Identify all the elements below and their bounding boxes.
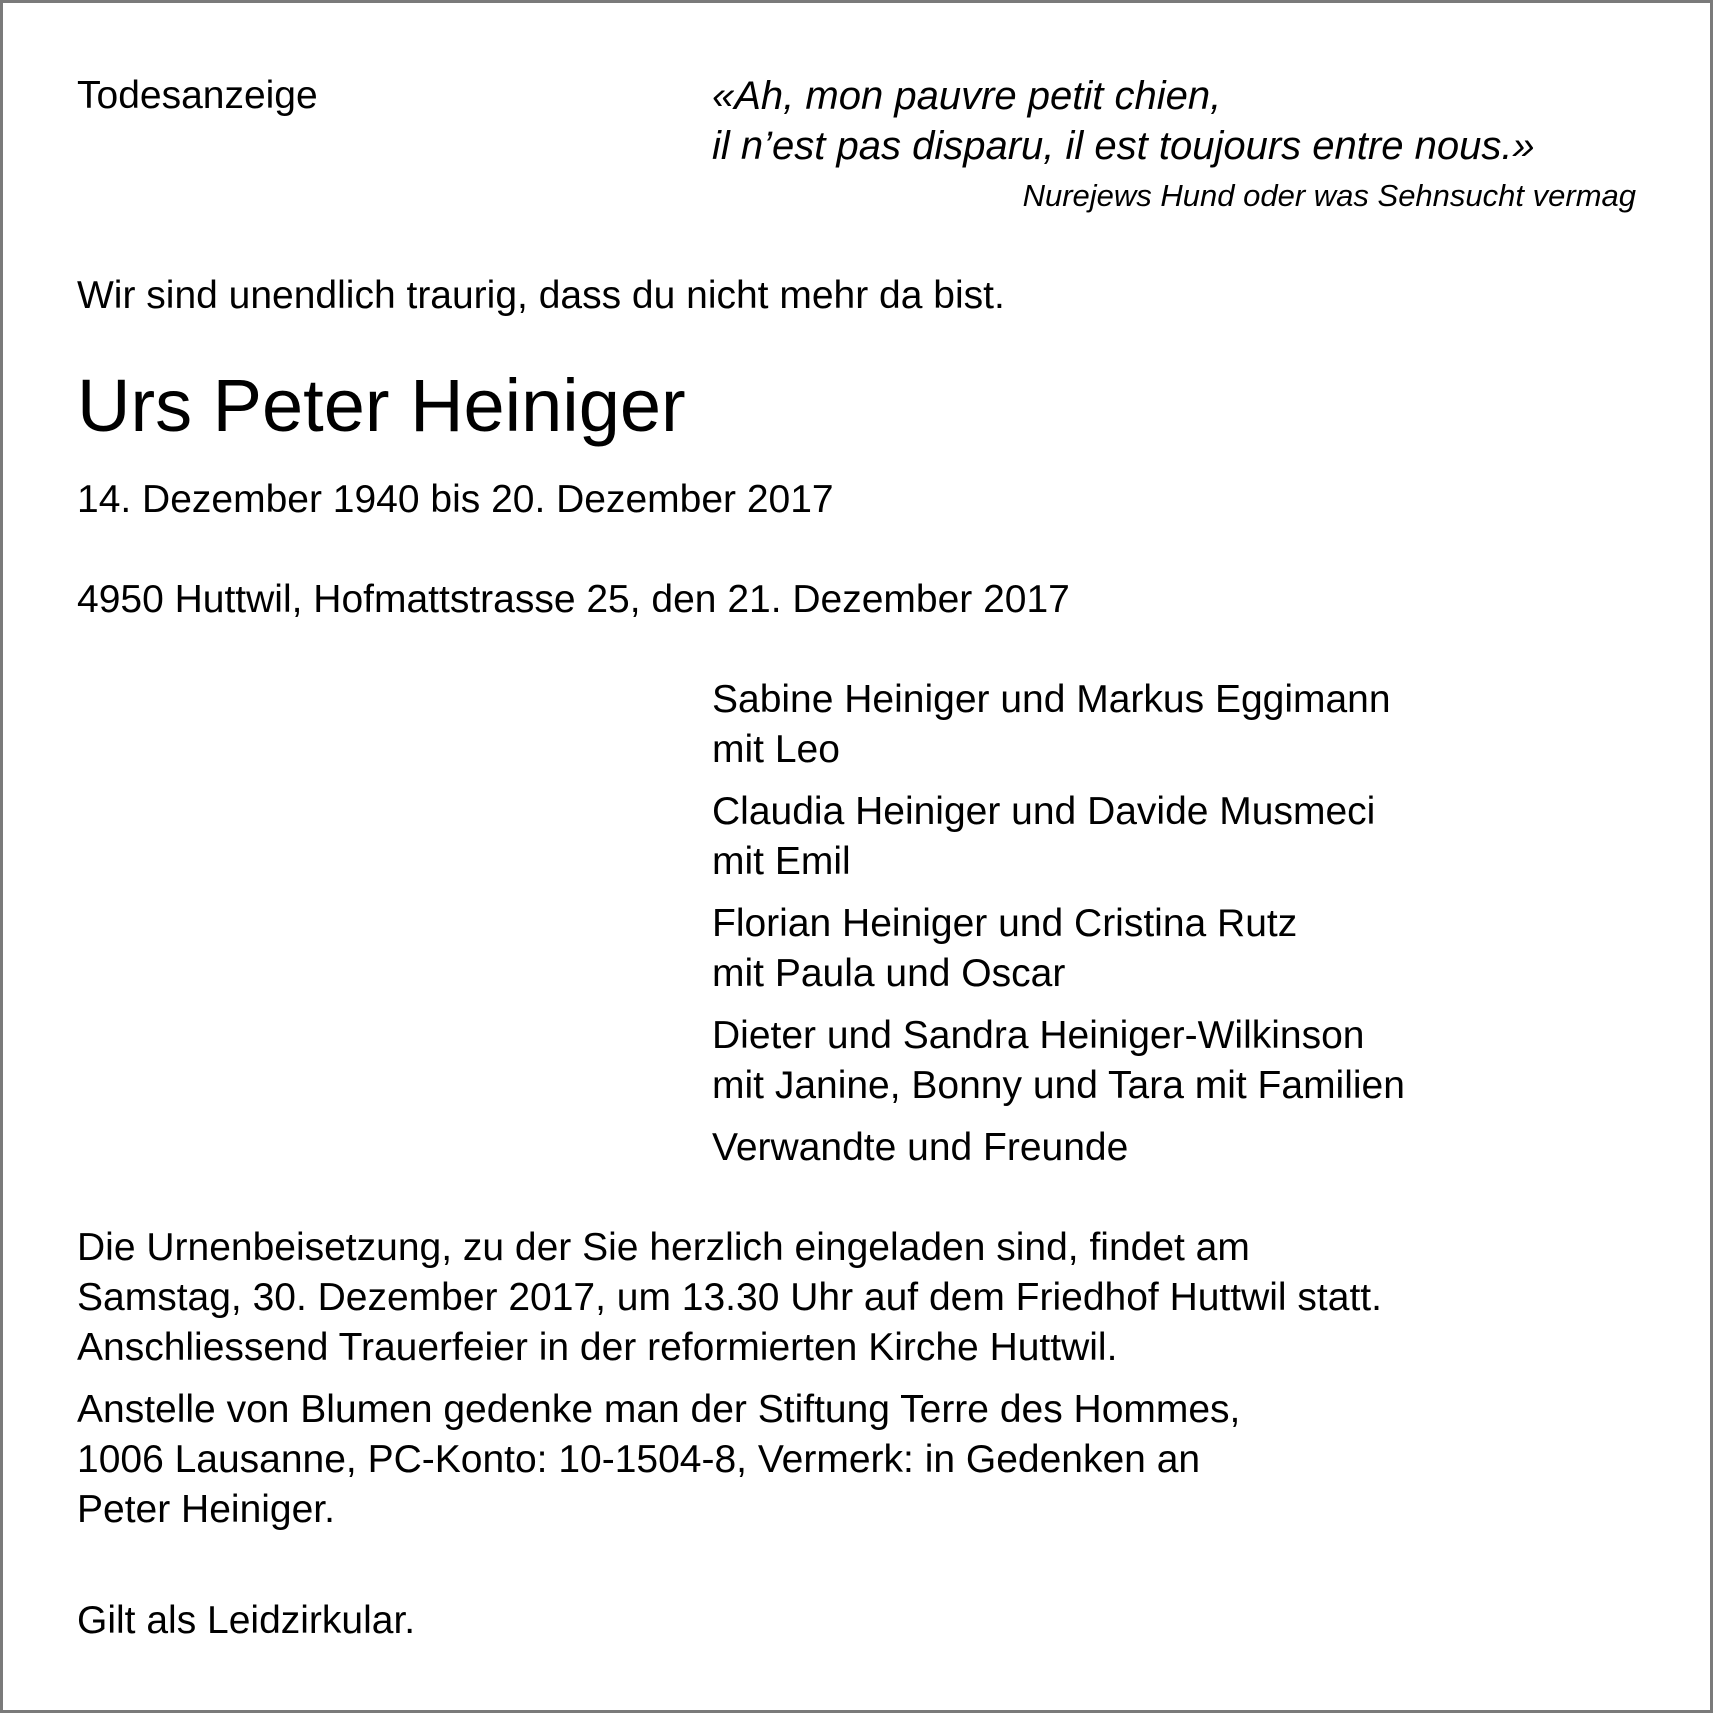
ceremony-line: Samstag, 30. Dezember 2017, um 13.30 Uhr auf dem Friedhof Huttwil statt. — [77, 1276, 1382, 1319]
donation-line: Peter Heiniger. — [77, 1488, 335, 1531]
quote-source: Nurejews Hund oder was Sehnsucht vermag — [1022, 178, 1636, 213]
donation-line: Anstelle von Blumen gedenke man der Stiftung Terre des Hommes, — [77, 1388, 1241, 1431]
mourner-group — [712, 899, 1405, 999]
mourner-line: mit Leo — [712, 728, 840, 771]
life-dates: 14. Dezember 1940 bis 20. Dezember 2017 — [77, 478, 834, 521]
donation-line: 1006 Lausanne, PC-Konto: 10-1504-8, Vermerk: in Gedenken an — [77, 1438, 1201, 1481]
mourner-line: mit Paula und Oscar — [712, 952, 1066, 995]
ceremony-line: Anschliessend Trauerfeier in der reformierten Kirche Huttwil. — [77, 1326, 1118, 1369]
closing-note: Gilt als Leidzirkular. — [77, 1599, 416, 1642]
mourner-line: Sabine Heiniger und Markus Eggimann — [712, 678, 1391, 721]
mourners-list — [712, 675, 1405, 1185]
mourner-line: mit Emil — [712, 840, 851, 883]
mourner-line: Verwandte und Freunde — [712, 1126, 1129, 1169]
mourner-line: mit Janine, Bonny und Tara mit Familien — [712, 1064, 1405, 1107]
ceremony-paragraph — [77, 1223, 1382, 1373]
deceased-name: Urs Peter Heiniger — [77, 364, 686, 447]
mourner-group — [712, 787, 1405, 887]
quote-line: il n’est pas disparu, il est toujours entre nous.» — [712, 124, 1535, 168]
ceremony-line: Die Urnenbeisetzung, zu der Sie herzlich eingeladen sind, findet am — [77, 1226, 1250, 1269]
mourner-group — [712, 1123, 1405, 1173]
quote-line: «Ah, mon pauvre petit chien, — [712, 74, 1222, 118]
mourner-group — [712, 675, 1405, 775]
mourner-line: Claudia Heiniger und Davide Musmeci — [712, 790, 1376, 833]
place-and-date: 4950 Huttwil, Hofmattstrasse 25, den 21. Dezember 2017 — [77, 578, 1070, 621]
mourner-group — [712, 1011, 1405, 1111]
epigraph-quote — [712, 71, 1535, 171]
notice-label: Todesanzeige — [77, 74, 318, 117]
mourner-line: Florian Heiniger und Cristina Rutz — [712, 902, 1298, 945]
service-info — [77, 1223, 1382, 1547]
donation-paragraph — [77, 1385, 1382, 1535]
mourner-line: Dieter und Sandra Heiniger-Wilkinson — [712, 1014, 1365, 1057]
intro-text: Wir sind unendlich traurig, dass du nicht mehr da bist. — [77, 274, 1005, 317]
